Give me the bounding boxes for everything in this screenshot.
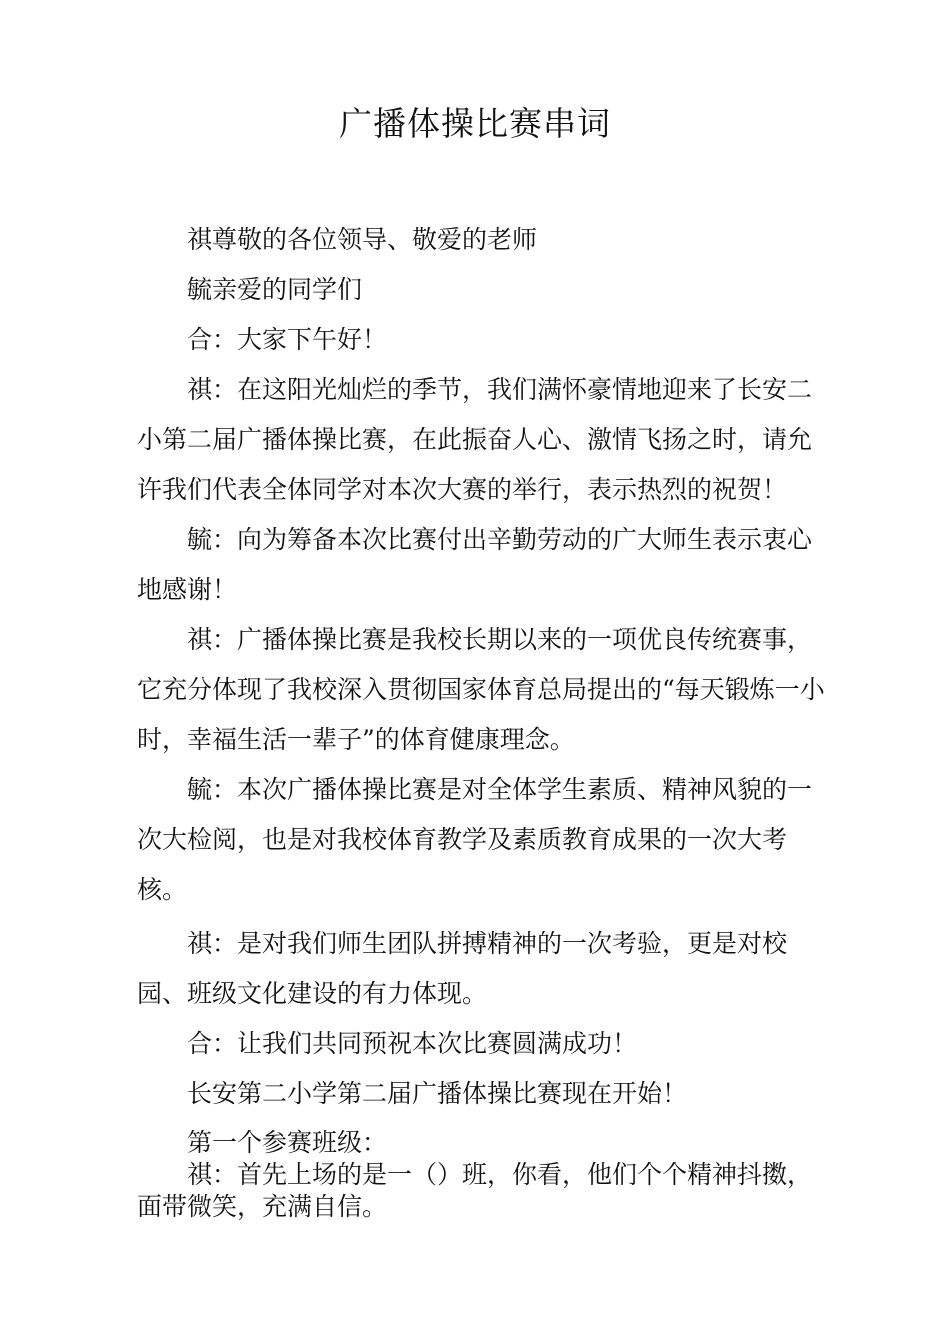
paragraph-announcement: 长安第二小学第二届广播体操比赛现在开始！ <box>187 1079 688 1108</box>
paragraph-greeting-leaders: 祺尊敬的各位领导、敬爱的老师 <box>187 225 538 254</box>
paragraph-opening: 祺：在这阳光灿烂的季节，我们满怀豪情地迎来了长安二小第二届广播体操比赛，在此振奋人心、激情飞扬之时，请允许我们代表全体同学对本次大赛的举行，表示热烈的祝贺！ <box>137 375 813 504</box>
paragraph-tradition: 祺：广播体操比赛是我校长期以来的一项优良传统赛事，它充分体现了我校深入贯彻国家体育总局提出的“每天锻炼一小时，幸福生活一辈子”的体育健康理念。 <box>137 625 825 754</box>
paragraph-team-spirit: 祺：是对我们师生团队拼搏精神的一次考验，更是对校园、班级文化建设的有力体现。 <box>137 929 788 1008</box>
document-title: 广播体操比赛串词 <box>339 104 611 143</box>
paragraph-first-class-intro: 祺：首先上场的是一（）班，你看，他们个个精神抖擞，面带微笑，充满自信。 <box>137 1160 813 1221</box>
paragraph-review: 毓：本次广播体操比赛是对全体学生素质、精神风貌的一次大检阅，也是对我校体育教学及素质教育成果的一次大考核。 <box>137 775 813 904</box>
paragraph-first-class: 第一个参赛班级： <box>187 1128 388 1157</box>
paragraph-greeting-all: 合：大家下午好！ <box>187 325 388 354</box>
paragraph-greeting-students: 毓亲爱的同学们 <box>187 275 363 304</box>
document-body <box>137 215 827 1223</box>
paragraph-wish-success: 合：让我们共同预祝本次比赛圆满成功！ <box>187 1029 638 1058</box>
paragraph-thanks: 毓：向为筹备本次比赛付出辛勤劳动的广大师生表示衷心地感谢！ <box>137 525 813 604</box>
